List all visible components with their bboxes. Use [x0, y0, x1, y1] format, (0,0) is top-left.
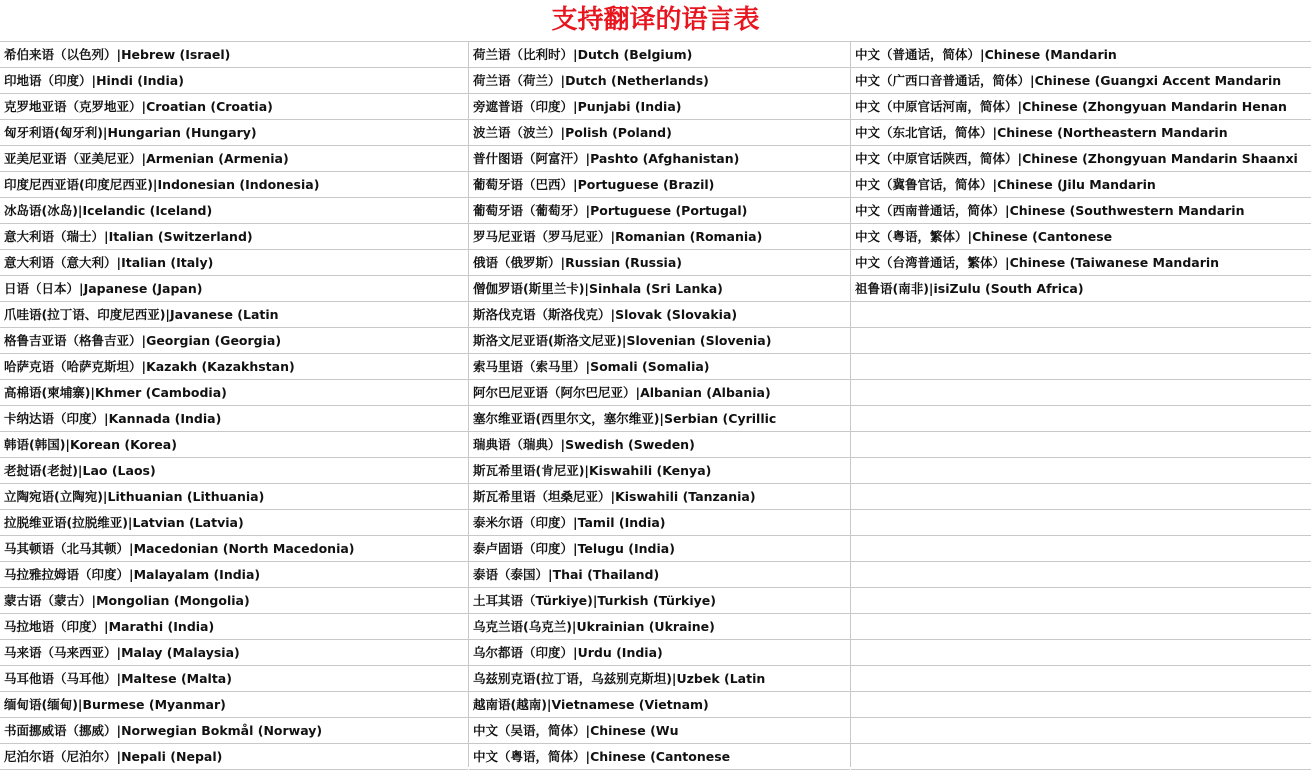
table-cell: 斯洛文尼亚语(斯洛文尼亚)|Slovenian (Slovenia) — [469, 328, 850, 354]
table-cell: 俄语（俄罗斯）|Russian (Russia) — [469, 250, 850, 276]
table-cell: 阿尔巴尼亚语（阿尔巴尼亚）|Albanian (Albania) — [469, 380, 850, 406]
table-cell: 中文（冀鲁官话，简体）|Chinese (Jilu Mandarin — [851, 172, 1311, 198]
table-cell — [851, 510, 1311, 536]
table-cell — [851, 458, 1311, 484]
table-cell: 斯洛伐克语（斯洛伐克）|Slovak (Slovakia) — [469, 302, 850, 328]
table-cell: 马耳他语（马耳他）|Maltese (Malta) — [0, 666, 468, 692]
table-cell: 意大利语（意大利）|Italian (Italy) — [0, 250, 468, 276]
table-cell: 立陶宛语(立陶宛)|Lithuanian (Lithuania) — [0, 484, 468, 510]
table-cell: 亚美尼亚语（亚美尼亚）|Armenian (Armenia) — [0, 146, 468, 172]
table-cell: 匈牙利语(匈牙利)|Hungarian (Hungary) — [0, 120, 468, 146]
table-cell: 中文（粤语，繁体）|Chinese (Cantonese — [851, 224, 1311, 250]
table-cell: 格鲁吉亚语（格鲁吉亚）|Georgian (Georgia) — [0, 328, 468, 354]
table-cell: 旁遮普语（印度）|Punjabi (India) — [469, 94, 850, 120]
table-cell: 希伯来语（以色列）|Hebrew (Israel) — [0, 42, 468, 68]
table-cell: 泰卢固语（印度）|Telugu (India) — [469, 536, 850, 562]
table-cell: 斯瓦希里语(肯尼亚)|Kiswahili (Kenya) — [469, 458, 850, 484]
table-cell: 中文（中原官话河南，简体）|Chinese (Zhongyuan Mandarin Henan — [851, 94, 1311, 120]
table-cell: 意大利语（瑞士）|Italian (Switzerland) — [0, 224, 468, 250]
table-cell: 中文（粤语，简体）|Chinese (Cantonese — [469, 744, 850, 770]
table-cell: 索马里语（索马里）|Somali (Somalia) — [469, 354, 850, 380]
table-cell: 爪哇语(拉丁语、印度尼西亚)|Javanese (Latin — [0, 302, 468, 328]
table-cell: 马拉地语（印度）|Marathi (India) — [0, 614, 468, 640]
table-cell: 中文（广西口音普通话，简体）|Chinese (Guangxi Accent Mandarin — [851, 68, 1311, 94]
table-cell: 中文（台湾普通话，繁体）|Chinese (Taiwanese Mandarin — [851, 250, 1311, 276]
table-cell — [851, 380, 1311, 406]
table-cell: 泰米尔语（印度）|Tamil (India) — [469, 510, 850, 536]
table-cell — [851, 666, 1311, 692]
table-cell: 马其顿语（北马其顿）|Macedonian (North Macedonia) — [0, 536, 468, 562]
table-cell: 马拉雅拉姆语（印度）|Malayalam (India) — [0, 562, 468, 588]
table-cell: 克罗地亚语（克罗地亚）|Croatian (Croatia) — [0, 94, 468, 120]
table-cell — [851, 588, 1311, 614]
table-cell: 拉脱维亚语(拉脱维亚)|Latvian (Latvia) — [0, 510, 468, 536]
table-cell — [851, 302, 1311, 328]
table-cell — [851, 744, 1311, 770]
table-cell: 卡纳达语（印度）|Kannada (India) — [0, 406, 468, 432]
table-cell: 罗马尼亚语（罗马尼亚）|Romanian (Romania) — [469, 224, 850, 250]
table-cell — [851, 536, 1311, 562]
table-cell: 马来语（马来西亚）|Malay (Malaysia) — [0, 640, 468, 666]
table-cell: 葡萄牙语（葡萄牙）|Portuguese (Portugal) — [469, 198, 850, 224]
table-cell: 土耳其语（Türkiye)|Turkish (Türkiye) — [469, 588, 850, 614]
table-cell: 瑞典语（瑞典）|Swedish (Sweden) — [469, 432, 850, 458]
table-cell — [851, 432, 1311, 458]
table-cell: 印度尼西亚语(印度尼西亚)|Indonesian (Indonesia) — [0, 172, 468, 198]
table-cell: 普什图语（阿富汗）|Pashto (Afghanistan) — [469, 146, 850, 172]
table-cell: 荷兰语（比利时）|Dutch (Belgium) — [469, 42, 850, 68]
table-cell: 葡萄牙语（巴西）|Portuguese (Brazil) — [469, 172, 850, 198]
table-cell — [851, 614, 1311, 640]
language-column-2 — [469, 42, 851, 767]
table-cell — [851, 484, 1311, 510]
table-cell: 中文（西南普通话，简体）|Chinese (Southwestern Mandarin — [851, 198, 1311, 224]
language-table — [0, 42, 1311, 767]
table-cell — [851, 718, 1311, 744]
table-cell: 日语（日本）|Japanese (Japan) — [0, 276, 468, 302]
table-cell: 乌兹别克语(拉丁语，乌兹别克斯坦)|Uzbek (Latin — [469, 666, 850, 692]
title-bar — [0, 0, 1311, 42]
table-cell — [851, 640, 1311, 666]
table-cell: 中文（东北官话，简体）|Chinese (Northeastern Mandarin — [851, 120, 1311, 146]
table-cell: 荷兰语（荷兰）|Dutch (Netherlands) — [469, 68, 850, 94]
table-cell: 书面挪威语（挪威）|Norwegian Bokmål (Norway) — [0, 718, 468, 744]
table-cell: 尼泊尔语（尼泊尔）|Nepali (Nepal) — [0, 744, 468, 770]
table-cell: 老挝语(老挝)|Lao (Laos) — [0, 458, 468, 484]
table-cell: 高棉语(柬埔寨)|Khmer (Cambodia) — [0, 380, 468, 406]
table-cell: 斯瓦希里语（坦桑尼亚）|Kiswahili (Tanzania) — [469, 484, 850, 510]
table-cell: 波兰语（波兰）|Polish (Poland) — [469, 120, 850, 146]
table-cell: 蒙古语（蒙古）|Mongolian (Mongolia) — [0, 588, 468, 614]
table-cell: 中文（中原官话陕西，简体）|Chinese (Zhongyuan Mandarin Shaanxi — [851, 146, 1311, 172]
table-cell: 冰岛语(冰岛)|Icelandic (Iceland) — [0, 198, 468, 224]
table-cell — [851, 328, 1311, 354]
table-cell: 缅甸语(缅甸)|Burmese (Myanmar) — [0, 692, 468, 718]
table-cell — [851, 354, 1311, 380]
table-cell: 韩语(韩国)|Korean (Korea) — [0, 432, 468, 458]
table-cell: 泰语（泰国）|Thai (Thailand) — [469, 562, 850, 588]
table-cell: 乌尔都语（印度）|Urdu (India) — [469, 640, 850, 666]
table-cell: 中文（吴语，简体）|Chinese (Wu — [469, 718, 850, 744]
page-title: 支持翻译的语言表 — [551, 5, 760, 35]
table-cell: 越南语(越南)|Vietnamese (Vietnam) — [469, 692, 850, 718]
table-cell — [851, 562, 1311, 588]
table-cell: 乌克兰语(乌克兰)|Ukrainian (Ukraine) — [469, 614, 850, 640]
table-cell: 祖鲁语(南非)|isiZulu (South Africa) — [851, 276, 1311, 302]
table-cell: 印地语（印度）|Hindi (India) — [0, 68, 468, 94]
table-cell: 塞尔维亚语(西里尔文，塞尔维亚)|Serbian (Cyrillic — [469, 406, 850, 432]
language-column-1 — [0, 42, 469, 767]
table-cell: 僧伽罗语(斯里兰卡)|Sinhala (Sri Lanka) — [469, 276, 850, 302]
language-column-3 — [851, 42, 1311, 767]
table-cell: 哈萨克语（哈萨克斯坦）|Kazakh (Kazakhstan) — [0, 354, 468, 380]
table-cell — [851, 406, 1311, 432]
table-cell — [851, 692, 1311, 718]
table-cell: 中文（普通话，简体）|Chinese (Mandarin — [851, 42, 1311, 68]
